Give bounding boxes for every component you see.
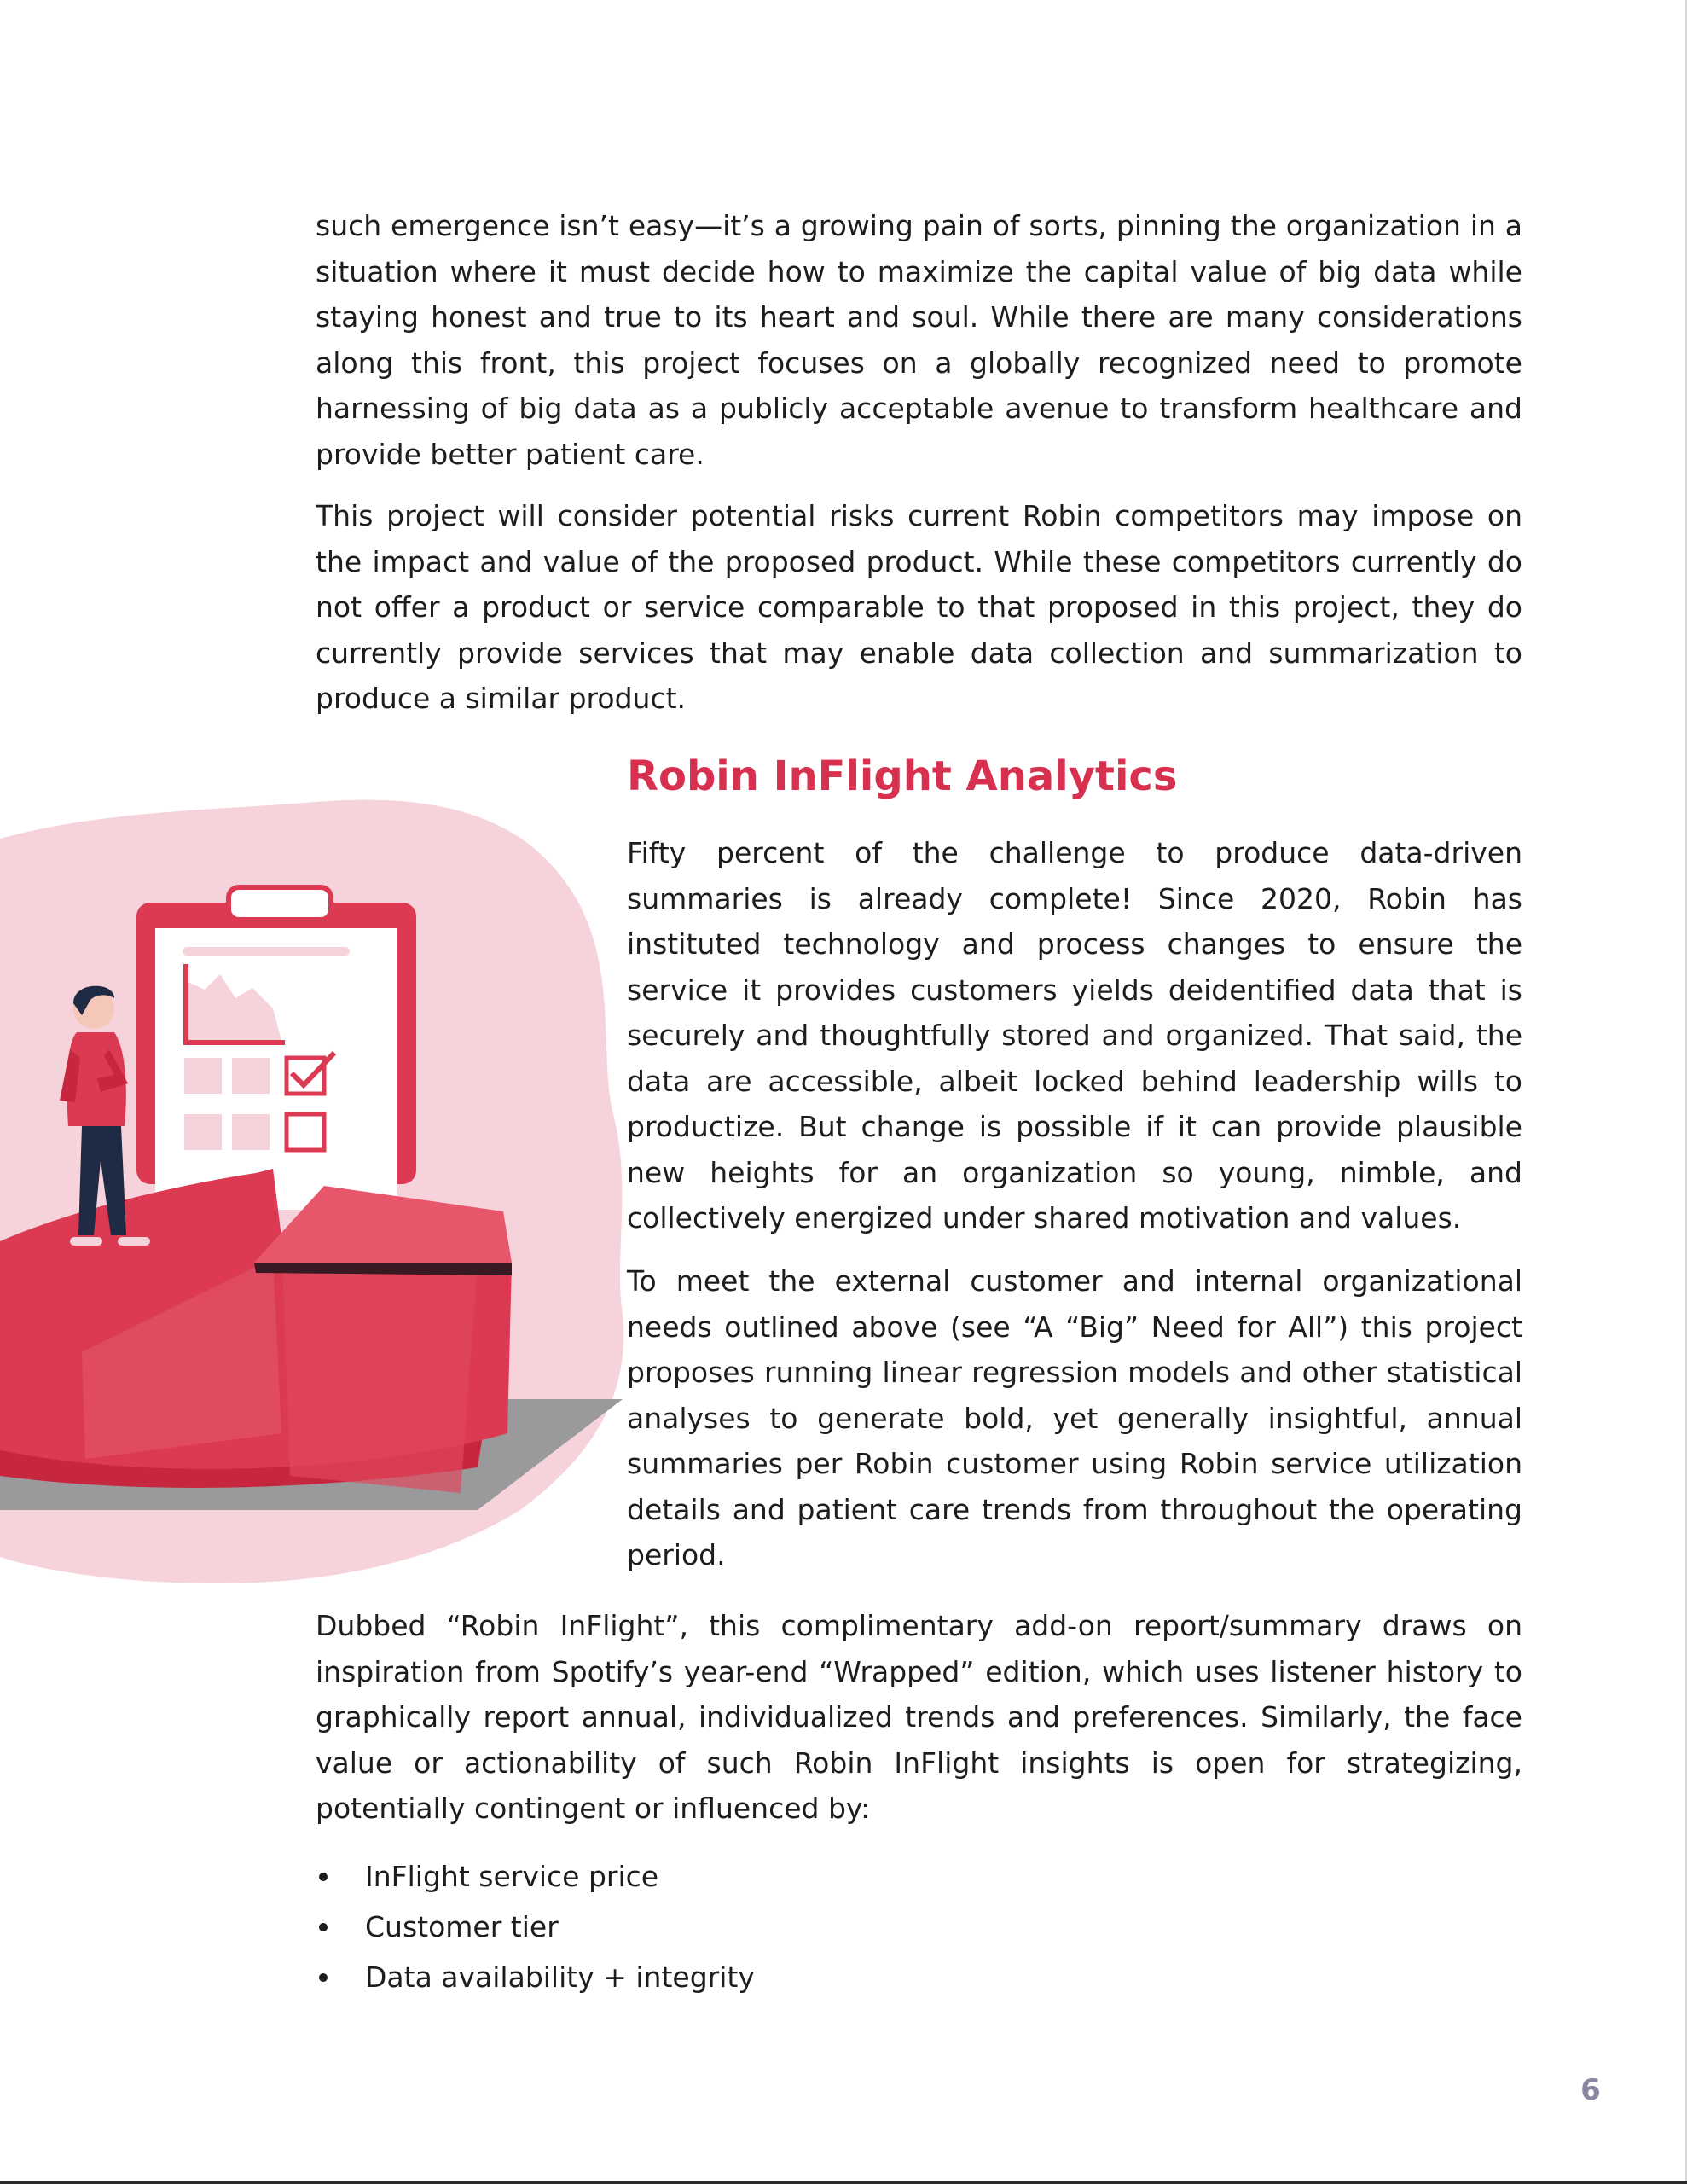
section-heading: Robin InFlight Analytics: [627, 752, 1178, 800]
list-item: [316, 1851, 1339, 1902]
paragraph-competitor-risks: This project will consider potential risks current Robin competitors may impose on the impact and value of the proposed product. While these competitors currently do not offer a product or service comparable to that proposed in this project, they do currently provide services that may enable data collection and summarization to produce a similar product.: [316, 499, 1522, 715]
paragraph-challenge-complete: Fifty percent of the challenge to produce data-driven summaries is already complete! Since 2020, Robin has instituted technology and process changes to ensure the service it provides customers yields deidentified data that is securely and thoughtfully stored and organized. That said, the data are accessible, albeit locked behind leadership wills to productize. But change is possible if it can provide plausible new heights for an organization so young, nimble, and collectively energized under shared motivation and values.: [627, 836, 1522, 1234]
clipboard-icon: [136, 887, 416, 1210]
bullet-icon: [319, 1923, 328, 1931]
analytics-illustration: [0, 785, 648, 1604]
bullet-icon: [319, 1873, 328, 1881]
paragraph-proposal: To meet the external customer and internal organizational needs outlined above (see “A “Big” Need for All”) this project proposes running linear regression models and other statistical analyses to generate bold, yet generally insightful, annual summaries per Robin customer using Robin service utilization details and patient care trends from throughout the operating period.: [627, 1264, 1522, 1571]
paragraph-intro-continued: such emergence isn’t easy—it’s a growing pain of sorts, pinning the organization in a situation where it must decide how to maximize the capital value of big data while staying honest and true to its heart and soul. While there are many considerations along this front, this project focuses on a globally recognized need to promote harnessing of big data as a publicly acceptable avenue to transform healthcare and provide better patient care.: [316, 209, 1522, 471]
list-item-text: Customer tier: [365, 1910, 559, 1943]
list-item: [316, 1952, 1339, 2002]
bullet-icon: [319, 1973, 328, 1982]
page-number: 6: [1580, 2073, 1601, 2107]
list-item-text: InFlight service price: [365, 1860, 659, 1893]
list-item: [316, 1902, 1339, 1952]
checkbox-empty-icon: [287, 1114, 324, 1150]
bullet-list: [316, 1851, 1339, 2002]
list-item-text: Data availability + integrity: [365, 1960, 755, 1994]
paragraph-robin-inflight: Dubbed “Robin InFlight”, this complimentary add-on report/summary draws on inspiration from Spotify’s year-end “Wrapped” edition, which uses listener history to graphically report annual, individualized trends and preferences. Similarly, the face value or actionability of such Robin InFlight insights is open for strategizing, potentially contingent or influenced by:: [316, 1609, 1522, 1825]
pie-chart-icon: [0, 1169, 512, 1493]
